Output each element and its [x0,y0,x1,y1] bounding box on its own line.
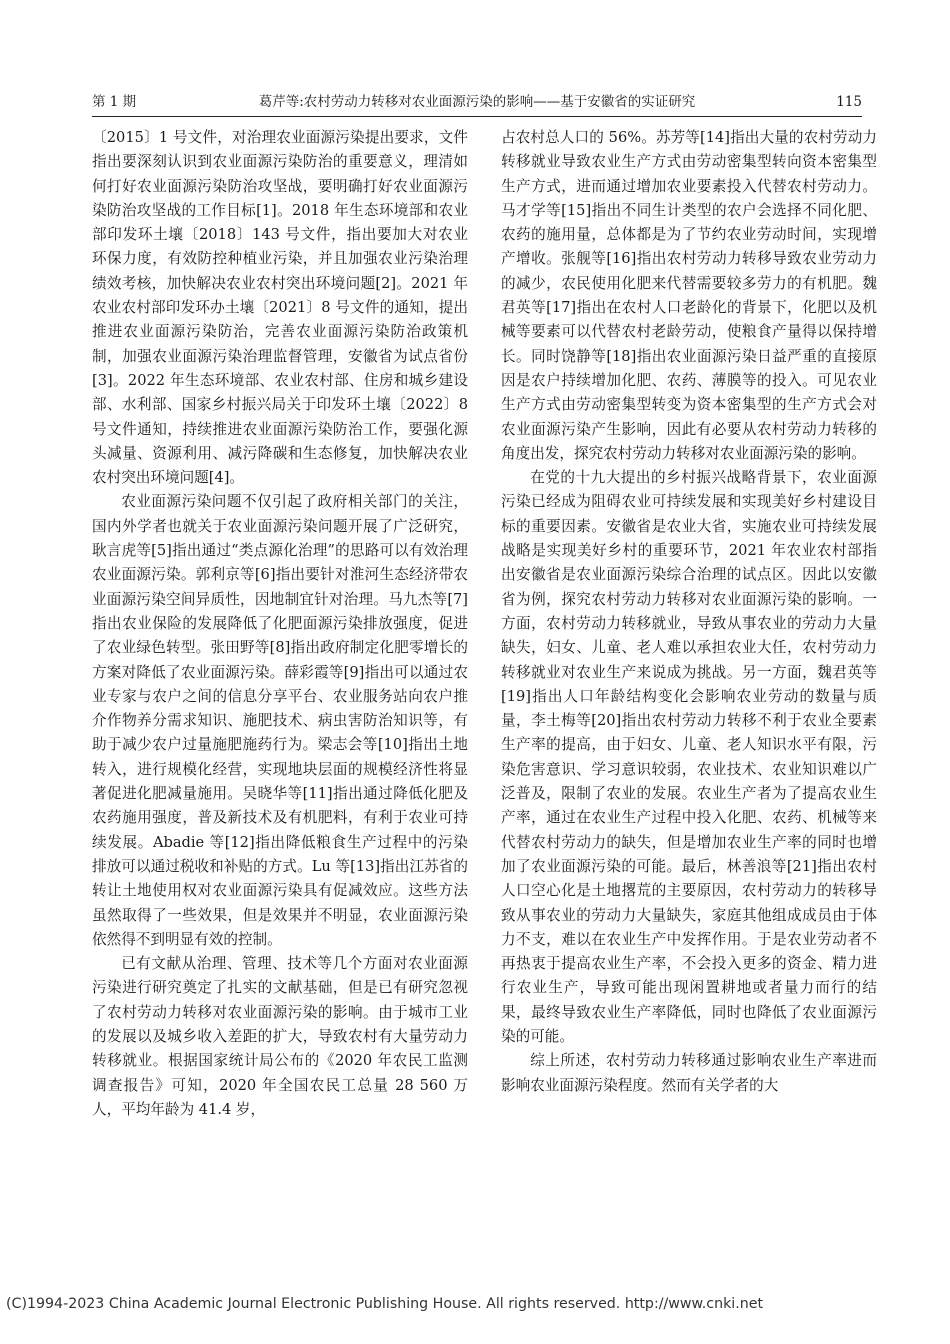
copyright-footer: (C)1994-2023 China Academic Journal Electronic Publishing House. All rights reserved. http://www.cnki.net [6,1296,764,1312]
issue-number: 第 1 期 [92,94,137,110]
page-number: 115 [836,94,862,110]
paragraph: 农业面源污染问题不仅引起了政府相关部门的关注，国内外学者也就关于农业面源污染问题开展了广泛研究，耿言虎等[5]指出通过“类点源化治理”的思路可以有效治理农业面源污染。郭利京等[6]指出要针对淮河生态经济带农业面源污染空间异质性，因地制宜针对治理。马九杰等[7]指出农业保险的发展降低了化肥面源污染排放强度，促进了农业绿色转型。张田野等[8]指出政府制定化肥零增长的方案对降低了农业面源污染。薛彩霞等[9]指出可以通过农业专家与农户之间的信息分享平台、农业服务站向农户推介作物养分需求知识、施肥技术、病虫害防治知识等，有助于减少农户过量施肥施药行为。梁志会等[10]指出土地转入，进行规模化经营，实现地块层面的规模经济性将显著促进化肥减量施用。吴晓华等[11]指出通过降低化肥及农药施用强度，普及新技术及有机肥料，有利于农业可持续发展。Abadie 等[12]指出降低粮食生产过程中的污染排放可以通过税收和补贴的方式。Lu 等[13]指出江苏省的转让土地使用权对农业面源污染具有促减效应。这些方法虽然取得了一些效果，但是效果并不明显，农业面源污染依然得不到明显有效的控制。 [92,493,468,948]
running-header [92,92,862,117]
running-title: 葛芹等:农村劳动力转移对农业面源污染的影响——基于安徽省的实证研究 [258,94,696,110]
paragraph: 〔2015〕1 号文件，对治理农业面源污染提出要求，文件指出要深刻认识到农业面源污染防治的重要意义，理清如何打好农业面源污染防治攻坚战，要明确打好农业面源污染防治攻坚战的工作目标[1]。2018 年生态环境部和农业部印发环土壤〔2018〕143 号文件，指出要加大对农业环保力度，有效防控种植业污染，并且加强农业污染治理绩效考核，加快解决农业农村突出环境问题[2]。2021 年农业农村部印发环办土壤〔2021〕8 号文件的通知，提出推进农业面源污染防治，完善农业面源污染防治政策机制，加强农业面源污染治理监督管理，安徽省为试点省份[3]。2022 年生态环境部、农业农村部、住房和城乡建设部、水利部、国家乡村振兴局关于印发环土壤〔2022〕8 号文件通知，持续推进农业面源污染防治工作，要强化源头减量、资源利用、减污降碳和生态修复，加快解决农业农村突出环境问题[4]。 [92,129,468,487]
paragraph: 综上所述，农村劳动力转移通过影响农业生产率进而影响农业面源污染程度。然而有关学者的大 [501,1052,877,1094]
right-column [501,126,877,1098]
paragraph: 占农村总人口的 56%。苏芳等[14]指出大量的农村劳动力转移就业导致农业生产方式由劳动密集型转向资本密集型生产方式，进而通过增加农业要素投入代替农村劳动力。马才学等[15]指出不同生计类型的农户会选择不同化肥、农药的施用量，总体都是为了节约农业劳动时间，实现增产增收。张舰等[16]指出农村劳动力转移导致农业劳动力的减少，农民使用化肥来代替需要较多劳力的有机肥。魏君英等[17]指出在农村人口老龄化的背景下，化肥以及机械等要素可以代替农村老龄劳动，使粮食产量得以保持增长。同时饶静等[18]指出农业面源污染日益严重的直接原因是农户持续增加化肥、农药、薄膜等的投入。可见农业生产方式由劳动密集型转变为资本密集型的生产方式会对农业面源污染产生影响，因此有必要从农村劳动力转移的角度出发，探究农村劳动力转移对农业面源污染的影响。 [501,129,877,462]
paragraph: 已有文献从治理、管理、技术等几个方面对农业面源污染进行研究奠定了扎实的文献基础，但是已有研究忽视了农村劳动力转移对农业面源污染的影响。由于城市工业的发展以及城乡收入差距的扩大，导致农村有大量劳动力转移就业。根据国家统计局公布的《2020 年农民工监测调查报告》可知，2020 年全国农民工总量 28 560 万人，平均年龄为 41.4 岁， [92,955,468,1118]
left-column [92,126,468,1122]
paragraph: 在党的十九大提出的乡村振兴战略背景下，农业面源污染已经成为阻碍农业可持续发展和实现美好乡村建设目标的重要因素。安徽省是农业大省，实施农业可持续发展战略是实现美好乡村的重要环节，2021 年农业农村部指出安徽省是农业面源污染综合治理的试点区。因此以安徽省为例，探究农村劳动力转移对农业面源污染的影响。一方面，农村劳动力转移就业，导致从事农业的劳动力大量缺失，妇女、儿童、老人难以承担农业大任，农村劳动力转移就业对农业生产来说成为挑战。另一方面，魏君英等[19]指出人口年龄结构变化会影响农业劳动的数量与质量，李土梅等[20]指出农村劳动力转移不利于农业全要素生产率的提高，由于妇女、儿童、老人知识水平有限，污染危害意识、学习意识较弱，农业技术、农业知识难以广泛普及，限制了农业的发展。农业生产者为了提高农业生产率，通过在农业生产过程中投入化肥、农药、机械等来代替农村劳动力的缺失，但是增加农业生产率的同时也增加了农业面源污染的可能。最后，林善浪等[21]指出农村人口空心化是土地撂荒的主要原因，农村劳动力的转移导致从事农业的劳动力大量缺失，家庭其他组成成员由于体力不支，难以在农业生产中发挥作用。于是农业劳动者不再热衷于提高农业生产率，不会投入更多的资金、精力进行农业生产，导致可能出现闲置耕地或者量力而行的结果，最终导致农业生产率降低，同时也降低了农业面源污染的可能。 [501,469,877,1045]
